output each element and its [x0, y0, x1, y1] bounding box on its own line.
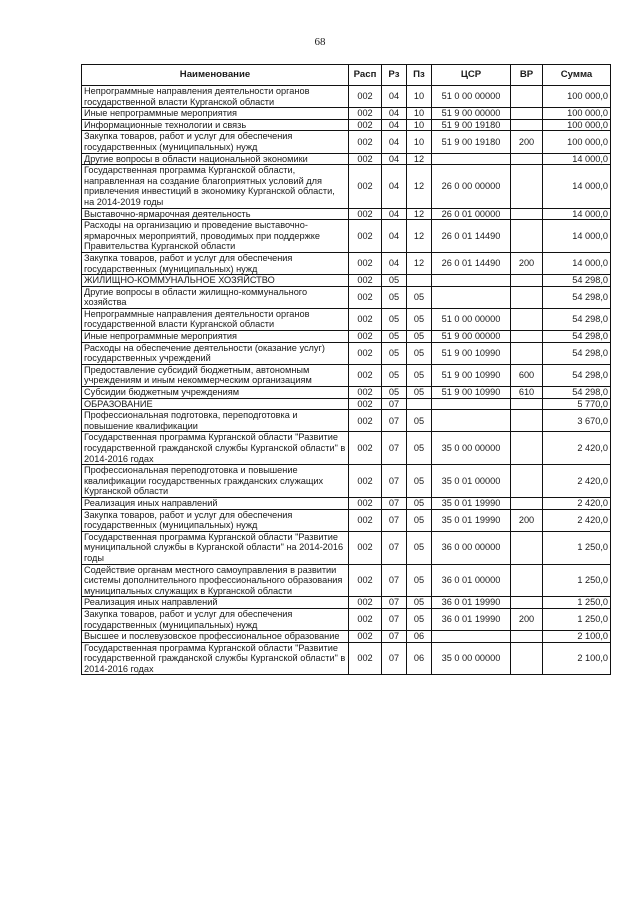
cell-csr: [432, 398, 511, 410]
cell-vr: [511, 108, 543, 120]
cell-rasp: 002: [349, 398, 382, 410]
table-row: [82, 465, 611, 498]
cell-vr: [511, 398, 543, 410]
table-row: [82, 153, 611, 165]
table-row: [82, 331, 611, 343]
cell-csr: 26 0 01 14490: [432, 252, 511, 274]
cell-pz: 05: [407, 286, 432, 308]
table-row: [82, 208, 611, 220]
cell-vr: [511, 631, 543, 643]
table-row: [82, 531, 611, 564]
cell-pz: 05: [407, 509, 432, 531]
header-name: Наименование: [82, 65, 349, 86]
page-number: 68: [314, 36, 326, 48]
cell-csr: 35 0 00 00000: [432, 642, 511, 675]
cell-vr: 200: [511, 608, 543, 630]
cell-csr: [432, 410, 511, 432]
cell-name: Другие вопросы в области жилищно-коммунального хозяйства: [82, 286, 349, 308]
cell-rz: 04: [382, 220, 407, 253]
cell-pz: 12: [407, 252, 432, 274]
cell-sum: 2 100,0: [543, 642, 611, 675]
cell-sum: 14 000,0: [543, 220, 611, 253]
cell-sum: 14 000,0: [543, 153, 611, 165]
cell-pz: 05: [407, 497, 432, 509]
cell-name: Профессиональная подготовка, переподготовка и повышение квалификации: [82, 410, 349, 432]
cell-pz: 05: [407, 564, 432, 597]
cell-vr: [511, 220, 543, 253]
cell-pz: 10: [407, 86, 432, 108]
cell-vr: [511, 642, 543, 675]
cell-vr: [511, 531, 543, 564]
cell-csr: 35 0 01 00000: [432, 465, 511, 498]
cell-sum: 1 250,0: [543, 597, 611, 609]
cell-vr: 600: [511, 364, 543, 386]
cell-sum: 14 000,0: [543, 208, 611, 220]
cell-name: Реализация иных направлений: [82, 497, 349, 509]
cell-pz: 06: [407, 642, 432, 675]
cell-rz: 05: [382, 331, 407, 343]
cell-sum: 2 420,0: [543, 432, 611, 465]
cell-pz: 12: [407, 165, 432, 208]
table-header-row: [82, 65, 611, 86]
cell-rz: 05: [382, 275, 407, 287]
cell-name: Расходы на обеспечение деятельности (оказание услуг) государственных учреждений: [82, 342, 349, 364]
cell-rz: 07: [382, 597, 407, 609]
table-row: [82, 252, 611, 274]
cell-pz: 05: [407, 608, 432, 630]
cell-sum: 14 000,0: [543, 252, 611, 274]
table-row: [82, 165, 611, 208]
cell-pz: [407, 275, 432, 287]
cell-name: Государственная программа Курганской области "Развитие государственной гражданской службы Курганской области" в 2014-2016 годах: [82, 642, 349, 675]
cell-csr: 26 0 00 00000: [432, 165, 511, 208]
cell-sum: 1 250,0: [543, 564, 611, 597]
cell-rz: 04: [382, 119, 407, 131]
cell-csr: 51 0 00 00000: [432, 86, 511, 108]
cell-rasp: 002: [349, 286, 382, 308]
cell-csr: 51 9 00 19180: [432, 131, 511, 153]
cell-csr: 51 9 00 10990: [432, 364, 511, 386]
cell-name: Расходы на организацию и проведение выставочно-ярмарочных мероприятий, проводимых при поддержке Правительства Курганской области: [82, 220, 349, 253]
cell-name: Государственная программа Курганской области "Развитие государственной гражданской службы Курганской области" в 2014-2016 годах: [82, 432, 349, 465]
cell-vr: [511, 410, 543, 432]
cell-sum: 2 420,0: [543, 509, 611, 531]
cell-rz: 07: [382, 410, 407, 432]
cell-sum: 54 298,0: [543, 275, 611, 287]
cell-pz: 05: [407, 432, 432, 465]
cell-vr: [511, 86, 543, 108]
cell-rasp: 002: [349, 631, 382, 643]
cell-rz: 04: [382, 153, 407, 165]
cell-sum: 54 298,0: [543, 364, 611, 386]
cell-rz: 07: [382, 531, 407, 564]
cell-pz: 12: [407, 208, 432, 220]
cell-rasp: 002: [349, 108, 382, 120]
cell-name: Предоставление субсидий бюджетным, автономным учреждениям и иным некоммерческим организациям: [82, 364, 349, 386]
table-row: [82, 432, 611, 465]
cell-pz: 05: [407, 531, 432, 564]
cell-name: Содействие органам местного самоуправления в развитии системы дополнительного профессионального образования муниципальных служащих в Курганской области: [82, 564, 349, 597]
header-rz: Рз: [382, 65, 407, 86]
cell-rasp: 002: [349, 308, 382, 330]
cell-rz: 07: [382, 631, 407, 643]
cell-rz: 05: [382, 364, 407, 386]
cell-rasp: 002: [349, 131, 382, 153]
cell-rasp: 002: [349, 208, 382, 220]
cell-vr: 610: [511, 387, 543, 399]
cell-csr: [432, 631, 511, 643]
cell-vr: [511, 286, 543, 308]
cell-sum: 54 298,0: [543, 387, 611, 399]
table-row: [82, 119, 611, 131]
cell-name: Профессиональная переподготовка и повышение квалификации государственных гражданских служащих Курганской области: [82, 465, 349, 498]
cell-name: Непрограммные направления деятельности органов государственной власти Курганской области: [82, 308, 349, 330]
cell-pz: 05: [407, 331, 432, 343]
cell-name: Иные непрограммные мероприятия: [82, 108, 349, 120]
cell-pz: 05: [407, 410, 432, 432]
cell-rasp: 002: [349, 564, 382, 597]
cell-rz: 07: [382, 497, 407, 509]
cell-sum: 54 298,0: [543, 286, 611, 308]
cell-vr: [511, 342, 543, 364]
cell-name: ОБРАЗОВАНИЕ: [82, 398, 349, 410]
cell-pz: 12: [407, 153, 432, 165]
cell-pz: 05: [407, 597, 432, 609]
cell-rasp: 002: [349, 497, 382, 509]
cell-rasp: 002: [349, 119, 382, 131]
cell-rz: 07: [382, 642, 407, 675]
cell-name: Непрограммные направления деятельности органов государственной власти Курганской области: [82, 86, 349, 108]
header-pz: Пз: [407, 65, 432, 86]
cell-vr: [511, 153, 543, 165]
table-body: [82, 86, 611, 675]
cell-sum: 54 298,0: [543, 308, 611, 330]
cell-sum: 54 298,0: [543, 331, 611, 343]
header-csr: ЦСР: [432, 65, 511, 86]
cell-rz: 07: [382, 465, 407, 498]
cell-sum: 5 770,0: [543, 398, 611, 410]
header-vr: ВР: [511, 65, 543, 86]
cell-vr: [511, 597, 543, 609]
cell-rasp: 002: [349, 165, 382, 208]
cell-csr: [432, 275, 511, 287]
cell-name: Закупка товаров, работ и услуг для обеспечения государственных (муниципальных) нужд: [82, 131, 349, 153]
cell-name: ЖИЛИЩНО-КОММУНАЛЬНОЕ ХОЗЯЙСТВО: [82, 275, 349, 287]
cell-csr: 51 9 00 10990: [432, 387, 511, 399]
cell-vr: [511, 564, 543, 597]
cell-rz: 07: [382, 398, 407, 410]
table-row: [82, 410, 611, 432]
cell-sum: 3 670,0: [543, 410, 611, 432]
cell-rasp: 002: [349, 432, 382, 465]
table-row: [82, 631, 611, 643]
table-row: [82, 275, 611, 287]
cell-pz: 12: [407, 220, 432, 253]
table-row: [82, 342, 611, 364]
cell-pz: 10: [407, 131, 432, 153]
cell-sum: 100 000,0: [543, 131, 611, 153]
cell-name: Иные непрограммные мероприятия: [82, 331, 349, 343]
cell-rasp: 002: [349, 86, 382, 108]
budget-table: [81, 64, 611, 675]
cell-rz: 04: [382, 108, 407, 120]
cell-pz: 05: [407, 465, 432, 498]
cell-name: Информационные технологии и связь: [82, 119, 349, 131]
table-row: [82, 509, 611, 531]
cell-name: Субсидии бюджетным учреждениям: [82, 387, 349, 399]
cell-csr: 51 9 00 00000: [432, 331, 511, 343]
cell-rz: 04: [382, 131, 407, 153]
cell-sum: 1 250,0: [543, 608, 611, 630]
table-row: [82, 108, 611, 120]
cell-csr: 51 9 00 19180: [432, 119, 511, 131]
cell-rz: 05: [382, 342, 407, 364]
cell-rasp: 002: [349, 220, 382, 253]
table-row: [82, 608, 611, 630]
cell-sum: 2 420,0: [543, 497, 611, 509]
cell-vr: [511, 308, 543, 330]
cell-vr: 200: [511, 131, 543, 153]
cell-rasp: 002: [349, 387, 382, 399]
table-row: [82, 564, 611, 597]
table-row: [82, 497, 611, 509]
cell-rz: 04: [382, 86, 407, 108]
cell-rasp: 002: [349, 410, 382, 432]
cell-rz: 07: [382, 432, 407, 465]
table-row: [82, 364, 611, 386]
cell-csr: 51 0 00 00000: [432, 308, 511, 330]
cell-name: Закупка товаров, работ и услуг для обеспечения государственных (муниципальных) нужд: [82, 608, 349, 630]
cell-rz: 04: [382, 252, 407, 274]
cell-rasp: 002: [349, 642, 382, 675]
cell-csr: 36 0 01 00000: [432, 564, 511, 597]
cell-name: Государственная программа Курганской области "Развитие муниципальной службы в Курганской области" на 2014-2016 годы: [82, 531, 349, 564]
cell-name: Государственная программа Курганской области, направленная на создание благоприятных условий для привлечения инвестиций в экономику Курганской области, на 2014-2019 годы: [82, 165, 349, 208]
cell-vr: [511, 275, 543, 287]
cell-csr: 35 0 01 19990: [432, 509, 511, 531]
cell-name: Выставочно-ярмарочная деятельность: [82, 208, 349, 220]
cell-rz: 04: [382, 208, 407, 220]
cell-pz: 05: [407, 387, 432, 399]
cell-rz: 07: [382, 608, 407, 630]
cell-rz: 07: [382, 509, 407, 531]
cell-vr: [511, 165, 543, 208]
cell-pz: 06: [407, 631, 432, 643]
cell-vr: 200: [511, 252, 543, 274]
cell-rasp: 002: [349, 252, 382, 274]
cell-sum: 54 298,0: [543, 342, 611, 364]
table-row: [82, 398, 611, 410]
table-row: [82, 642, 611, 675]
cell-rasp: 002: [349, 608, 382, 630]
cell-csr: 51 9 00 10990: [432, 342, 511, 364]
cell-csr: 35 0 01 19990: [432, 497, 511, 509]
cell-vr: [511, 119, 543, 131]
cell-csr: 36 0 01 19990: [432, 597, 511, 609]
cell-rasp: 002: [349, 331, 382, 343]
cell-pz: 10: [407, 108, 432, 120]
header-rasp: Расп: [349, 65, 382, 86]
table-row: [82, 86, 611, 108]
cell-sum: 100 000,0: [543, 108, 611, 120]
cell-name: Закупка товаров, работ и услуг для обеспечения государственных (муниципальных) нужд: [82, 252, 349, 274]
cell-vr: [511, 331, 543, 343]
cell-vr: [511, 432, 543, 465]
table-row: [82, 220, 611, 253]
cell-sum: 100 000,0: [543, 86, 611, 108]
cell-name: Другие вопросы в области национальной экономики: [82, 153, 349, 165]
cell-vr: [511, 497, 543, 509]
cell-rz: 07: [382, 564, 407, 597]
cell-pz: 05: [407, 308, 432, 330]
cell-rz: 05: [382, 308, 407, 330]
cell-csr: [432, 286, 511, 308]
cell-rasp: 002: [349, 153, 382, 165]
cell-rz: 05: [382, 387, 407, 399]
table-row: [82, 286, 611, 308]
cell-sum: 14 000,0: [543, 165, 611, 208]
cell-rasp: 002: [349, 509, 382, 531]
cell-vr: [511, 208, 543, 220]
cell-csr: 26 0 01 00000: [432, 208, 511, 220]
cell-rasp: 002: [349, 597, 382, 609]
cell-csr: 36 0 01 19990: [432, 608, 511, 630]
cell-name: Реализация иных направлений: [82, 597, 349, 609]
header-sum: Сумма: [543, 65, 611, 86]
table-row: [82, 387, 611, 399]
cell-name: Высшее и послевузовское профессиональное образование: [82, 631, 349, 643]
cell-sum: 100 000,0: [543, 119, 611, 131]
cell-pz: 10: [407, 119, 432, 131]
cell-sum: 2 420,0: [543, 465, 611, 498]
cell-csr: 35 0 00 00000: [432, 432, 511, 465]
cell-csr: 26 0 01 14490: [432, 220, 511, 253]
cell-sum: 2 100,0: [543, 631, 611, 643]
cell-rz: 04: [382, 165, 407, 208]
cell-csr: [432, 153, 511, 165]
cell-vr: 200: [511, 509, 543, 531]
cell-pz: 05: [407, 364, 432, 386]
cell-rasp: 002: [349, 275, 382, 287]
cell-csr: 36 0 00 00000: [432, 531, 511, 564]
cell-rasp: 002: [349, 364, 382, 386]
cell-vr: [511, 465, 543, 498]
cell-csr: 51 9 00 00000: [432, 108, 511, 120]
cell-pz: 05: [407, 342, 432, 364]
cell-sum: 1 250,0: [543, 531, 611, 564]
table-row: [82, 131, 611, 153]
cell-name: Закупка товаров, работ и услуг для обеспечения государственных (муниципальных) нужд: [82, 509, 349, 531]
table-row: [82, 308, 611, 330]
cell-rz: 05: [382, 286, 407, 308]
cell-pz: [407, 398, 432, 410]
cell-rasp: 002: [349, 342, 382, 364]
cell-rasp: 002: [349, 531, 382, 564]
table-row: [82, 597, 611, 609]
cell-rasp: 002: [349, 465, 382, 498]
